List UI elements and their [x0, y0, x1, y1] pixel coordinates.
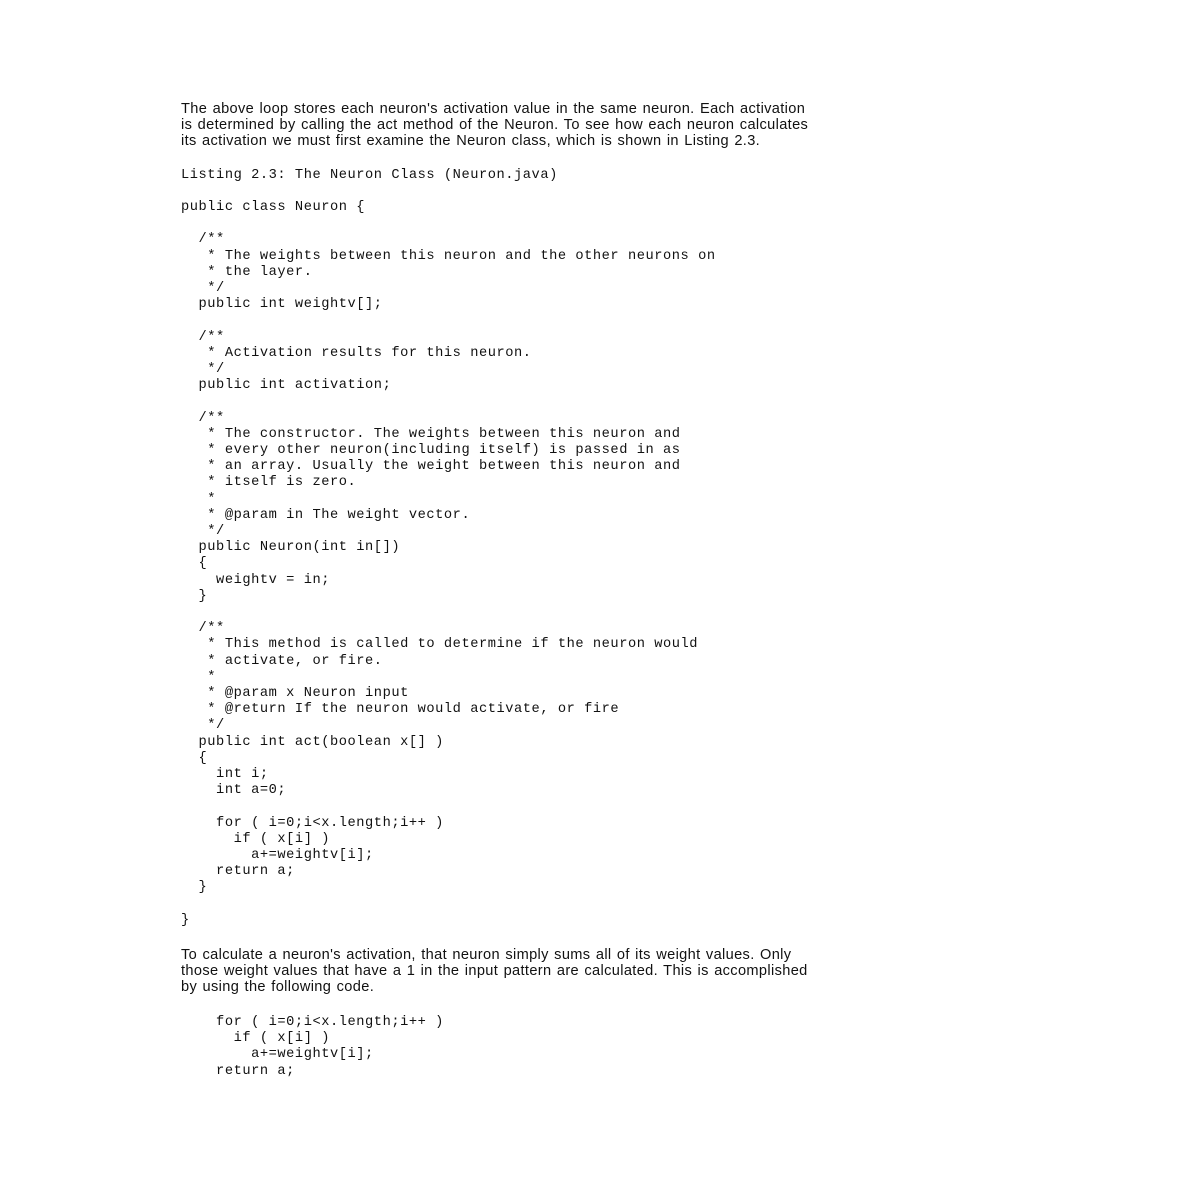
code-line [181, 799, 716, 815]
code-line [181, 605, 716, 621]
code-line: * [181, 669, 217, 685]
code-line: public int act(boolean x[] ) [181, 734, 444, 750]
code-line: * @param in The weight vector. [181, 507, 471, 523]
listing-caption: Listing 2.3: The Neuron Class (Neuron.java) [181, 168, 558, 183]
code-line: a+=weightv[i]; [181, 1047, 374, 1063]
code-line: return a; [181, 1063, 295, 1079]
code-line: * activate, or fire. [181, 653, 383, 669]
code-line: * Activation results for this neuron. [181, 345, 532, 361]
code-line: public Neuron(int in[]) [181, 540, 401, 556]
code-line: { [181, 556, 208, 572]
code-line: for ( i=0;i<x.length;i++ ) [181, 1015, 444, 1030]
code-line: * The constructor. The weights between this neuron and [181, 426, 681, 442]
code-line: * the layer. [181, 264, 313, 280]
code-line: } [181, 912, 190, 928]
paragraph-line: by using the following code. [181, 979, 375, 996]
code-line [181, 897, 716, 913]
code-line: public int activation; [181, 378, 392, 394]
code-line: a+=weightv[i]; [181, 848, 374, 864]
code-line: for ( i=0;i<x.length;i++ ) [181, 815, 444, 831]
code-line: * an array. Usually the weight between this neuron and [181, 459, 681, 475]
code-line: /** [181, 232, 225, 248]
code-line: } [181, 588, 208, 604]
code-line: /** [181, 410, 225, 426]
code-line: int i; [181, 767, 269, 783]
paragraph-line: is determined by calling the act method of the Neuron. To see how each neuron calculates [181, 117, 809, 134]
intro-paragraph [181, 101, 808, 150]
code-line: weightv = in; [181, 572, 330, 588]
code-line: if ( x[i] ) [181, 831, 330, 847]
code-line: * [181, 491, 217, 507]
code-line: public class Neuron { [181, 200, 366, 215]
paragraph-line: its activation we must first examine the Neuron class, which is shown in Listing 2.3. [181, 133, 761, 150]
code-line: */ [181, 718, 225, 734]
code-line: */ [181, 524, 225, 540]
code-line: { [181, 750, 208, 766]
paragraph-line: To calculate a neuron's activation, that neuron simply sums all of its weight values. Only [181, 947, 792, 963]
activation-code-snippet [181, 1015, 444, 1080]
code-line: } [181, 880, 208, 896]
code-line: */ [181, 281, 225, 296]
code-line: if ( x[i] ) [181, 1031, 330, 1047]
code-line [181, 313, 716, 329]
code-line: * @param x Neuron input [181, 686, 409, 702]
paragraph-line: those weight values that have a 1 in the input pattern are calculated. This is accomplished [181, 963, 808, 980]
code-line: return a; [181, 864, 295, 880]
code-line: * @return If the neuron would activate, or fire [181, 702, 620, 718]
code-line: public int weightv[]; [181, 297, 383, 313]
code-line: * itself is zero. [181, 475, 357, 491]
code-line: /** [181, 329, 225, 345]
code-line [181, 394, 716, 410]
code-line: int a=0; [181, 783, 287, 799]
paragraph-line: The above loop stores each neuron's activation value in the same neuron. Each activation [181, 101, 806, 117]
code-line [181, 216, 716, 232]
code-line: /** [181, 621, 225, 637]
code-line: * This method is called to determine if the neuron would [181, 637, 699, 653]
explanation-paragraph [181, 947, 808, 996]
code-line: */ [181, 362, 225, 377]
code-line: * every other neuron(including itself) is passed in as [181, 443, 681, 458]
neuron-class-code-listing [181, 200, 716, 929]
code-line: * The weights between this neuron and the other neurons on [181, 248, 716, 264]
